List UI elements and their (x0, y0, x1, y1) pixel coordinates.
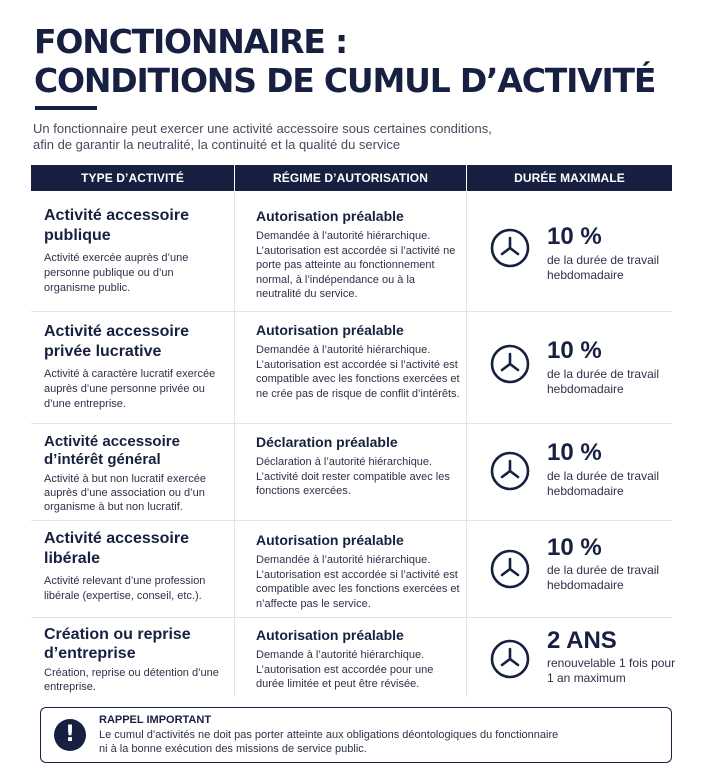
regime-cell (256, 434, 461, 499)
important-reminder-box (40, 707, 672, 763)
table-row (31, 191, 672, 310)
duration-text: de la durée de travail hebdomadaire (547, 469, 660, 498)
duration-cell (490, 534, 670, 601)
duration-value: 2 ANS (547, 627, 617, 654)
regime-title: Déclaration préalable (256, 434, 398, 450)
regime-title: Autorisation préalable (256, 532, 404, 548)
title-line-1: FONCTIONNAIRE : (34, 22, 347, 61)
activity-cell (44, 206, 224, 296)
activity-table (31, 165, 676, 697)
duration-cell (490, 225, 670, 285)
reminder-text (99, 728, 659, 756)
activity-cell (44, 625, 224, 694)
activity-title: Création ou reprise d’entreprise (44, 626, 191, 662)
reminder-line-2: ni à la bonne exécution des missions de service public. (99, 743, 367, 755)
duration-cell (490, 337, 670, 400)
table-header (31, 165, 672, 191)
table-row (31, 424, 672, 519)
duration-value: 10 % (547, 534, 602, 561)
activity-description: Création, reprise ou détention d’une entreprise. (44, 667, 219, 693)
duration-value: 10 % (547, 439, 602, 466)
regime-cell (256, 208, 461, 302)
table-row (31, 312, 672, 422)
regime-cell (256, 627, 461, 692)
regime-title: Autorisation préalable (256, 208, 404, 224)
clock-icon (490, 549, 530, 589)
regime-description: Demandée à l’autorité hiérarchique. L’autorisation est accordée si l’activité ne porte pas atteinte au fonctionnement normal, à l’indépendance ou à la neutralité du service. (256, 230, 456, 300)
duration-value: 10 % (547, 223, 602, 250)
clock-icon (490, 451, 530, 491)
activity-cell (44, 529, 224, 604)
duration-cell (490, 627, 676, 692)
activity-cell (44, 322, 224, 412)
activity-title: Activité accessoire publique (44, 207, 189, 244)
activity-description: Activité relevant d’une profession libérale (expertise, conseil, etc.). (44, 575, 206, 602)
subtitle (33, 121, 673, 153)
activity-description: Activité à but non lucratif exercée auprès d’une association ou d’un organisme à but non lucratif. (44, 473, 207, 513)
duration-text: de la durée de travail hebdomadaire (547, 367, 660, 396)
duration-value: 10 % (547, 337, 602, 364)
regime-description: Demandée à l’autorité hiérarchique. L’autorisation est accordée si l’activité est compatible avec les fonctions exercées et n’affecte pas le service. (256, 554, 460, 610)
clock-icon (490, 639, 530, 679)
reminder-line-1: Le cumul d’activités ne doit pas porter atteinte aux obligations déontologiques du fonctionnaire (99, 729, 559, 741)
duration-cell (490, 439, 670, 504)
title-line-2: CONDITIONS DE CUMUL D’ACTIVITÉ (34, 61, 656, 100)
clock-icon (490, 344, 530, 384)
page-title (34, 22, 674, 100)
header-authorization-regime: RÉGIME D’AUTORISATION (235, 165, 466, 191)
activity-cell (44, 433, 224, 514)
regime-description: Demande à l’autorité hiérarchique. L’autorisation est accordée pour une durée limitée et peut être révisée. (256, 649, 434, 690)
reminder-title: RAPPEL IMPORTANT (99, 714, 212, 726)
subtitle-line-1: Un fonctionnaire peut exercer une activité accessoire sous certaines conditions, (33, 121, 492, 136)
activity-description: Activité à caractère lucratif exercée auprès d’une personne privée ou d’une entreprise. (44, 368, 216, 410)
subtitle-line-2: afin de garantir la neutralité, la continuité et la qualité du service (33, 137, 401, 152)
title-underline (35, 106, 97, 110)
activity-title: Activité accessoire libérale (44, 530, 189, 567)
regime-cell (256, 322, 461, 401)
regime-description: Demandée à l’autorité hiérarchique. L’autorisation est accordée si l’activité est compatible avec les fonctions exercées et ne crée pas de risque de conflit d’intérêts. (256, 344, 460, 400)
activity-description: Activité exercée auprès d’une personne publique ou d’un organisme public. (44, 252, 189, 294)
header-activity-type: TYPE D’ACTIVITÉ (31, 165, 234, 191)
table-row (31, 618, 676, 697)
regime-description: Déclaration à l’autorité hiérarchique. L’activité doit rester compatible avec les fonctions exercées. (256, 456, 450, 497)
header-max-duration: DURÉE MAXIMALE (467, 165, 672, 191)
duration-text: renouvelable 1 fois pour 1 an maximum (547, 656, 676, 685)
clock-icon (490, 228, 530, 268)
exclamation-icon: ! (54, 719, 86, 751)
activity-title: Activité accessoire d’intérêt général (44, 433, 180, 468)
regime-title: Autorisation préalable (256, 627, 404, 643)
table-row (31, 521, 672, 617)
duration-text: de la durée de travail hebdomadaire (547, 563, 660, 592)
activity-title: Activité accessoire privée lucrative (44, 323, 189, 360)
regime-cell (256, 532, 461, 611)
regime-title: Autorisation préalable (256, 322, 404, 338)
duration-text: de la durée de travail hebdomadaire (547, 253, 660, 282)
